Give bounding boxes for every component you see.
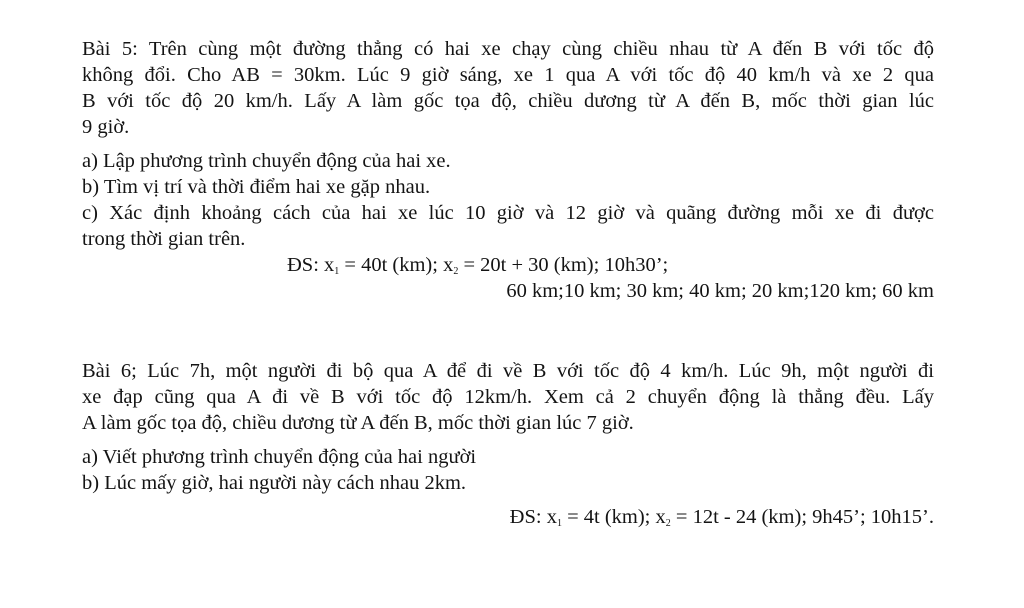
exercise-6-item-b: b) Lúc mấy giờ, hai người này cách nhau 2km.: [82, 472, 467, 494]
exercise-6-answer: [82, 504, 934, 530]
exercise-5-item-a: a) Lập phương trình chuyển động của hai xe.: [82, 150, 451, 172]
exercise-6-item-a: a) Viết phương trình chuyển động của hai người: [82, 446, 477, 468]
exercise-5-text-line: không đổi. Cho AB = 30km. Lúc 9 giờ sáng, xe 1 qua A với tốc độ 40 km/h và xe 2 qua: [82, 64, 934, 86]
answer-prefix: ĐS: x: [287, 254, 335, 276]
exercise-5-text-line: 9 giờ.: [82, 116, 130, 138]
exercise-5-answer: [82, 252, 934, 278]
exercise-6-text-line: xe đạp cũng qua A đi về B với tốc độ 12km/h. Xem cả 2 chuyển động là thẳng đều. Lấy: [82, 386, 934, 408]
exercise-5-item-b: b) Tìm vị trí và thời điểm hai xe gặp nhau.: [82, 176, 431, 198]
exercise-6-text-line: Bài 6; Lúc 7h, một người đi bộ qua A để đi về B với tốc độ 4 km/h. Lúc 9h, một người đi: [82, 360, 934, 382]
answer-equation-2: = 12t - 24 (km); 9h45’; 10h15’.: [670, 506, 934, 528]
answer-equation-2: = 20t + 30 (km); 10h30’;: [458, 254, 669, 276]
exercise-5-item-c-continued: trong thời gian trên.: [82, 228, 246, 250]
subscript: 2: [453, 266, 459, 277]
exercise-5-text-line: B với tốc độ 20 km/h. Lấy A làm gốc tọa độ, chiều dương từ A đến B, mốc thời gian lúc: [82, 90, 934, 112]
answer-equation-1: = 4t (km); x: [561, 506, 666, 528]
exercise-6-text-line: A làm gốc tọa độ, chiều dương từ A đến B, mốc thời gian lúc 7 giờ.: [82, 412, 634, 434]
subscript: 2: [665, 518, 671, 529]
subscript: 1: [556, 518, 562, 529]
exercise-6: [82, 358, 934, 530]
document-page: [82, 36, 934, 530]
subscript: 1: [334, 266, 340, 277]
exercise-5-text-line: Bài 5: Trên cùng một đường thẳng có hai xe chạy cùng chiều nhau từ A đến B với tốc độ: [82, 38, 934, 60]
exercise-5: [82, 36, 934, 304]
exercise-5-answer-values: 60 km;10 km; 30 km; 40 km; 20 km;120 km; 60 km: [506, 280, 934, 302]
answer-prefix: ĐS: x: [509, 506, 557, 528]
exercise-5-item-c: c) Xác định khoảng cách của hai xe lúc 10 giờ và 12 giờ và quãng đường mỗi xe đi được: [82, 202, 934, 224]
answer-equation-1: = 40t (km); x: [339, 254, 454, 276]
